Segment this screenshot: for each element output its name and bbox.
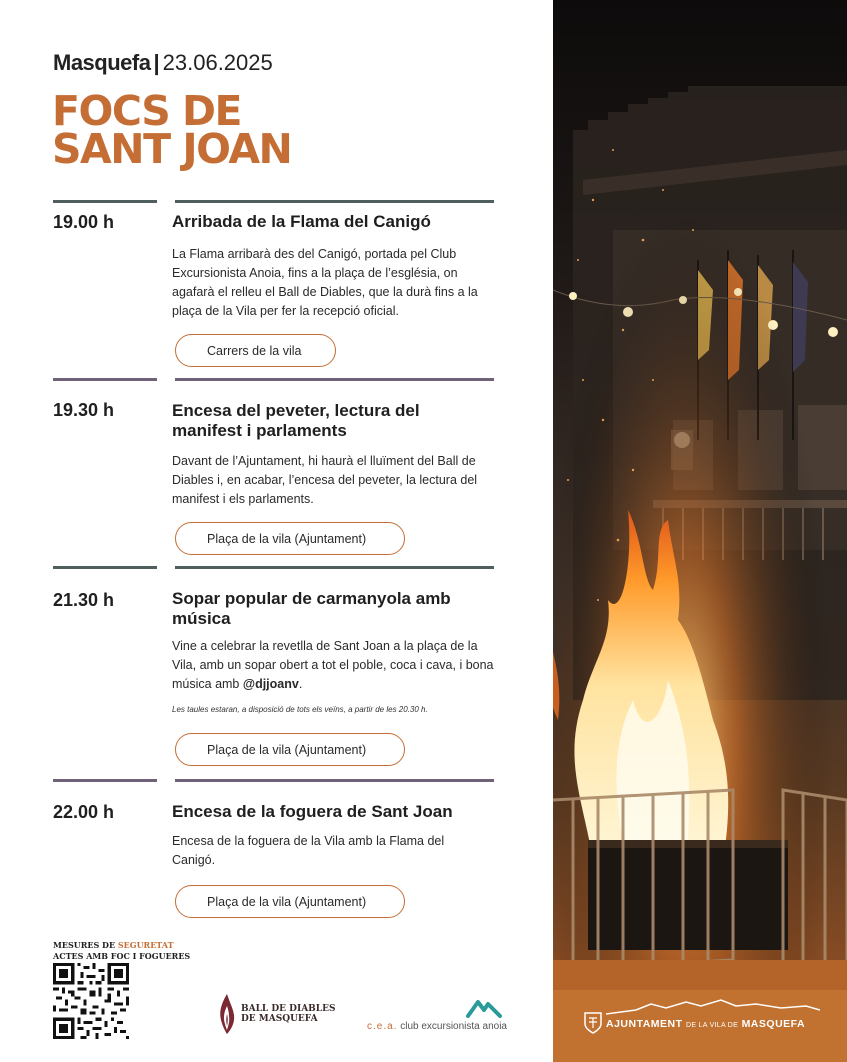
event-title: Arribada de la Flama del Canigó [172,212,431,231]
header-separator: | [153,50,160,75]
bonfire-photo-art [553,0,847,1062]
ajuntament-shield-icon [584,1012,602,1034]
event-title: Sopar popular de carmanyola amb música [172,589,451,628]
dj-handle: @djjoanv [242,677,299,691]
time-divider-1 [53,200,157,203]
cea-name: club excursionista anoia [400,1021,507,1032]
event-date: 23.06.2025 [162,50,273,75]
event-description-end: . [298,677,303,691]
safety-measures-label [53,940,190,962]
cea-logo [367,1021,507,1032]
ball-de-diables-logo [217,992,335,1036]
cea-mountain-icon [466,998,506,1020]
safety-label-line2: ACTES AMB FOC I FOGUERES [53,951,191,961]
title-divider-4 [175,779,494,782]
event-description: Encesa de la foguera de la Vila amb la Flama del Canigó. [172,834,445,867]
ball-line-2: DE MASQUEFA [241,1014,318,1024]
time-divider-4 [53,779,157,782]
ajuntament-word: AJUNTAMENT [606,1018,683,1030]
location-pill: Plaça de la vila (Ajuntament) [175,885,405,918]
event-description: Davant de l’Ajuntament, hi haurà el lluïment del Ball de Diables i, en acabar, l’encesa del peveter, la lectura del manifest i els parlaments. [172,454,478,506]
title-line-1: FOCS DE [52,87,242,135]
page-title [52,87,492,173]
masquefa-skyline-icon [606,996,820,1018]
location-pill: Plaça de la vila (Ajuntament) [175,733,405,766]
ajuntament-town: MASQUEFA [741,1018,806,1030]
event-description: La Flama arribarà des del Canigó, portada pel Club Excursionista Anoia, fins a la plaça de l’església, on agafarà el relleu el Ball de Diables, que la durà fins a la plaça de la Vila per fer la recepció oficial. [172,247,478,318]
event-title: Encesa de la foguera de Sant Joan [172,802,453,821]
event-title: Encesa del peveter, lectura del manifest i parlaments [172,401,420,440]
town-name: Masquefa [53,50,151,75]
event-time: 22.00 h [53,802,115,822]
qr-code[interactable] [53,963,129,1039]
event-time: 19.00 h [53,212,115,232]
event-note: Les taules estaran, a disposició de tots els veïns, a partir de les 20.30 h. [172,705,428,714]
bonfire-photo [553,0,847,1062]
safety-label-a: MESURES DE [53,940,116,950]
time-divider-2 [53,378,157,381]
event-description-text: Vine a celebrar la revetlla de Sant Joan a la plaça de la Vila, amb un sopar obert a tot el poble, coca i cava, i bona música amb [172,639,494,691]
cea-prefix: c.e.a. [367,1021,398,1032]
event-time: 19.30 h [53,400,115,420]
ajuntament-middle: DE LA VILA DE [685,1022,739,1029]
flame-logo-icon [217,992,237,1036]
location-pill: Plaça de la vila (Ajuntament) [175,522,405,555]
title-divider-2 [175,378,494,381]
location-pill: Carrers de la vila [175,334,336,367]
title-divider-3 [175,566,494,569]
title-line-2: SANT JOAN [52,125,292,173]
ajuntament-logo [606,1018,805,1030]
time-divider-3 [53,566,157,569]
ball-line-1: BALL DE DIABLES [241,1004,336,1014]
event-time: 21.30 h [53,590,115,610]
safety-label-b: SEGURETAT [117,940,174,950]
event-description [172,637,497,694]
title-divider-1 [175,200,494,203]
header-line [53,50,273,76]
